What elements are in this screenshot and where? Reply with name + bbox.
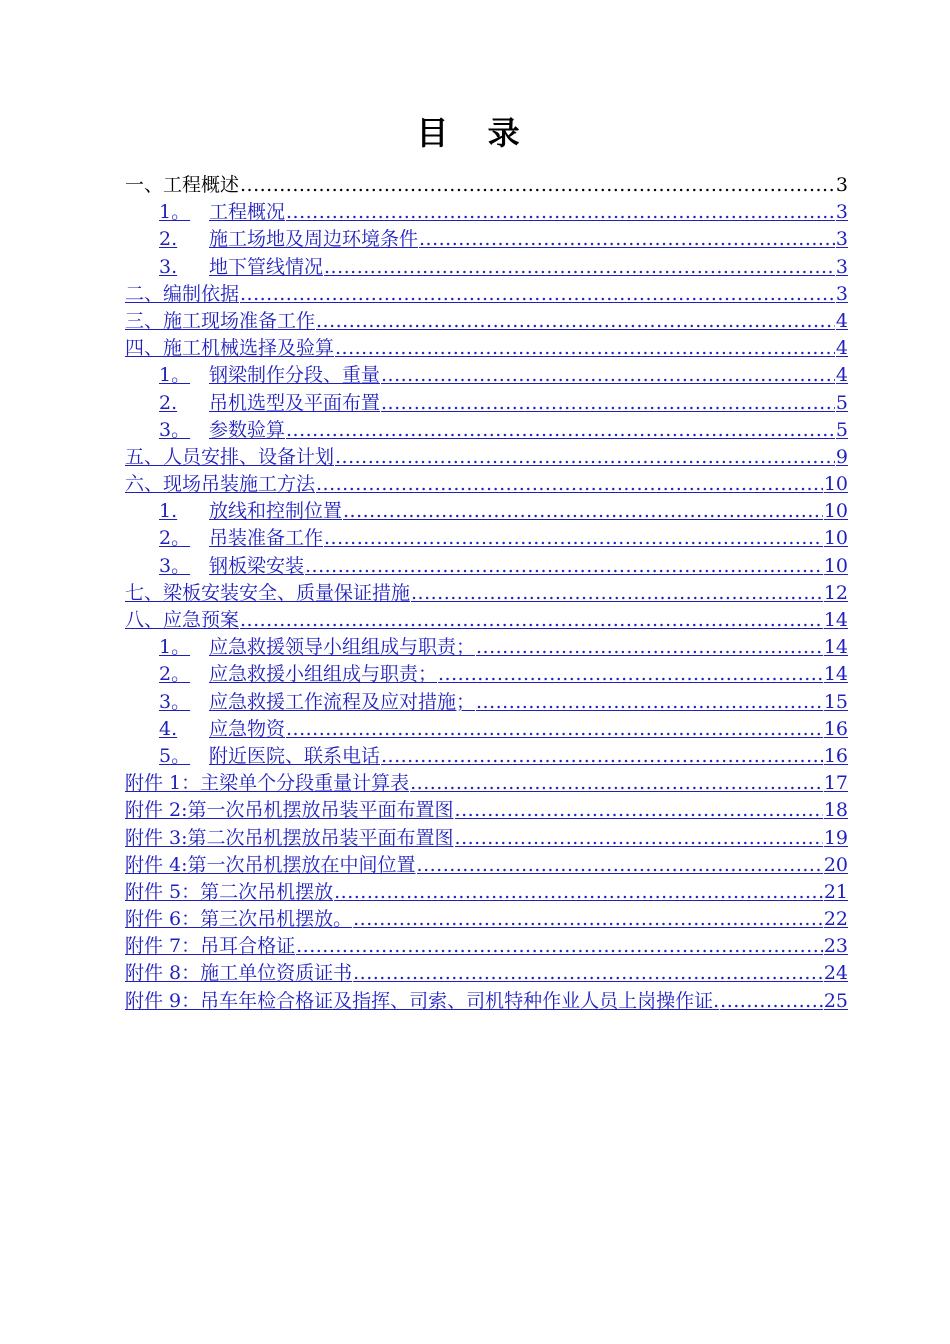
toc-entry-page: 5 — [835, 418, 848, 441]
toc-entry[interactable] — [125, 687, 848, 714]
toc-entry-link[interactable] — [159, 741, 824, 768]
toc-leader-dots — [419, 228, 835, 250]
toc-entry-link[interactable] — [159, 687, 824, 714]
toc-entry-title: 应急物资 — [209, 717, 286, 740]
toc-entry-page: 3 — [835, 201, 848, 224]
toc-entry-number: 3。 — [159, 690, 191, 713]
toc-entry-link[interactable] — [125, 605, 824, 632]
toc-leader-dots — [316, 310, 835, 332]
toc-entry-link[interactable] — [159, 252, 836, 279]
toc-entry[interactable] — [125, 442, 848, 469]
toc-entry-link[interactable] — [125, 931, 824, 958]
toc-entry-number: 1. — [159, 500, 178, 523]
toc-leader-dots — [316, 473, 823, 495]
toc-entry-link[interactable] — [159, 714, 824, 741]
toc-entry-link[interactable] — [125, 986, 824, 1013]
toc-entry-page: 4 — [835, 309, 848, 332]
toc-entry-title: 八、应急预案 — [125, 609, 240, 631]
toc-entry[interactable] — [125, 632, 848, 659]
toc-entry[interactable] — [125, 850, 848, 877]
toc-entry-page: 9 — [835, 445, 848, 468]
toc-entry-link[interactable] — [159, 551, 824, 578]
toc-entry-title: 五、人员安排、设备计划 — [125, 445, 335, 468]
toc-entry-number: 4. — [159, 717, 178, 740]
toc-title: 目 录 — [416, 114, 534, 152]
toc-entry-link[interactable] — [159, 523, 824, 550]
toc-entry-title: 附件 1：主梁单个分段重量计算表 — [125, 772, 410, 795]
toc-entry-link[interactable] — [125, 279, 836, 306]
toc-entry-link[interactable] — [125, 768, 824, 795]
toc-leader-dots — [381, 392, 835, 414]
toc-entry-number: 2。 — [159, 663, 191, 686]
toc-entry-title: 施工场地及周边环境条件 — [209, 228, 419, 251]
toc-entry-page: 25 — [823, 989, 848, 1012]
toc-entry-page: 14 — [823, 609, 848, 631]
toc-entry-number: 1。 — [159, 201, 191, 224]
toc-leader-dots — [240, 283, 835, 305]
toc-entry-link[interactable] — [125, 578, 824, 605]
toc-entry[interactable] — [125, 904, 848, 931]
toc-leader-dots — [411, 582, 823, 604]
toc-leader-dots — [335, 337, 835, 359]
toc-entry-page: 5 — [835, 391, 848, 414]
toc-leader-dots — [353, 962, 823, 984]
toc-entry[interactable] — [125, 279, 848, 306]
toc-entry-page: 16 — [823, 717, 848, 740]
toc-entry[interactable] — [125, 197, 848, 224]
toc-entry-link[interactable] — [159, 659, 824, 686]
toc-entry-link[interactable] — [125, 442, 836, 469]
toc-entry-title: 钢板梁安装 — [209, 554, 305, 577]
toc-entry[interactable] — [125, 823, 848, 850]
toc-entry-title: 地下管线情况 — [209, 255, 324, 278]
toc-entry-link[interactable] — [125, 850, 824, 877]
toc-entry-page: 3 — [835, 282, 848, 305]
toc-entry[interactable] — [125, 306, 848, 333]
toc-leader-dots — [334, 881, 823, 903]
toc-entry-page: 16 — [823, 744, 848, 767]
toc-entry-title: 吊机选型及平面布置 — [209, 391, 381, 414]
toc-entry[interactable] — [125, 523, 848, 550]
toc-entry-link[interactable] — [159, 388, 836, 415]
toc-entry-page: 14 — [823, 663, 848, 686]
toc-entry-title: 吊装准备工作 — [209, 527, 324, 550]
toc-leader-dots — [324, 527, 823, 549]
toc-entry-link[interactable] — [125, 904, 824, 931]
toc-leader-dots — [353, 908, 823, 930]
toc-entry-title: 三、施工现场准备工作 — [125, 309, 316, 332]
toc-entry-title: 附件 6：第三次吊机摆放。 — [125, 908, 353, 931]
toc-entry-title: 附件 7：吊耳合格证 — [125, 935, 296, 958]
toc-entry-link[interactable] — [159, 197, 836, 224]
toc-entry-link[interactable] — [125, 795, 824, 822]
toc-entry-link[interactable] — [125, 877, 824, 904]
toc-entry-page: 18 — [823, 799, 848, 822]
toc-entry[interactable] — [125, 496, 848, 523]
toc-entry-link[interactable] — [159, 632, 824, 659]
toc-entry-title: 附件 9：吊车年检合格证及指挥、司索、司机特种作业人员上岗操作证. — [125, 989, 720, 1012]
toc-entry-link[interactable] — [125, 469, 824, 496]
toc-entry-number: 5。 — [159, 744, 191, 767]
toc-leader-dots — [410, 772, 823, 794]
toc-leader-dots — [720, 990, 823, 1012]
toc-leader-dots — [343, 500, 823, 522]
toc-entry-page: 10 — [823, 527, 848, 550]
toc-entry[interactable] — [125, 768, 848, 795]
toc-entry-link[interactable] — [125, 823, 824, 850]
toc-entry-title: 附件 8：施工单位资质证书 — [125, 962, 353, 985]
toc-entry-page: 10 — [823, 473, 848, 496]
toc-entry-page: 23 — [823, 935, 848, 958]
toc-entry[interactable] — [125, 714, 848, 741]
toc-entry-page: 4 — [835, 364, 848, 387]
toc-entry-page: 17 — [823, 772, 848, 795]
toc-entry-title: 六、现场吊装施工方法 — [125, 473, 316, 496]
toc-entry-title: 附近医院、联系电话 — [209, 744, 381, 767]
toc-entry[interactable] — [125, 578, 848, 605]
toc-entry-link — [125, 170, 836, 197]
toc-entry-page: 14 — [823, 636, 848, 659]
toc-entry-title: 附件 2:第一次吊机摆放吊装平面布置图 — [125, 799, 454, 822]
toc-entry[interactable] — [125, 741, 848, 768]
toc-entry-number: 3. — [159, 255, 178, 278]
toc-entry[interactable] — [125, 877, 848, 904]
toc-entry-title: 钢梁制作分段、重量 — [209, 364, 381, 387]
toc-entry-number: 1。 — [159, 636, 191, 659]
toc-leader-dots — [381, 364, 835, 386]
toc-entry-number: 3。 — [159, 418, 191, 441]
toc-entry-page: 3 — [835, 228, 848, 251]
toc-entry[interactable] — [125, 224, 848, 251]
toc-entry[interactable] — [125, 958, 848, 985]
toc-entry-title: 应急救援小组组成与职责； — [209, 663, 438, 686]
toc-entry[interactable] — [125, 605, 848, 632]
toc-entry[interactable] — [125, 252, 848, 279]
toc-entry-number: 1。 — [159, 364, 191, 387]
toc-entry[interactable] — [125, 388, 848, 415]
toc-entry-number: 2。 — [159, 527, 191, 550]
toc-entry-title: 一、工程概述 — [125, 174, 240, 196]
toc-entry-page: 24 — [823, 962, 848, 985]
toc-entry-page: 19 — [823, 826, 848, 849]
toc-entry-page: 12 — [823, 581, 848, 604]
toc-leader-dots — [438, 663, 823, 685]
toc-entry-title: 七、梁板安装安全、质量保证措施 — [125, 581, 411, 604]
toc-entry-page: 15 — [823, 690, 848, 713]
toc-entry[interactable] — [125, 795, 848, 822]
toc-leader-dots — [455, 799, 823, 821]
toc-leader-dots — [381, 745, 823, 767]
toc-entry[interactable] — [125, 360, 848, 387]
toc-entry-number: 2. — [159, 228, 178, 251]
toc-leader-dots — [286, 201, 835, 223]
table-of-contents — [125, 170, 848, 1013]
toc-leader-dots — [417, 854, 823, 876]
toc-entry[interactable] — [125, 415, 848, 442]
toc-entry-title: 工程概况 — [209, 201, 286, 224]
toc-entry-title: 应急救援工作流程及应对措施； — [209, 690, 476, 713]
toc-leader-dots — [324, 256, 835, 278]
toc-entry-page: 21 — [823, 880, 848, 903]
toc-entry-link[interactable] — [159, 496, 824, 523]
toc-entry-page: 10 — [823, 554, 848, 577]
toc-entry[interactable] — [125, 333, 848, 360]
toc-entry-title: 附件 4:第一次吊机摆放在中间位置 — [125, 853, 416, 876]
toc-entry[interactable] — [125, 659, 848, 686]
toc-leader-dots — [476, 636, 823, 658]
toc-entry-title: 放线和控制位置 — [209, 500, 343, 523]
toc-entry-page: 4 — [835, 337, 848, 360]
toc-entry-link[interactable] — [159, 360, 836, 387]
toc-leader-dots — [476, 691, 823, 713]
toc-entry-link[interactable] — [159, 415, 836, 442]
toc-leader-dots — [286, 718, 823, 740]
toc-entry-link[interactable] — [125, 333, 836, 360]
toc-entry[interactable] — [125, 469, 848, 496]
toc-entry-title: 二、编制依据 — [125, 282, 240, 305]
toc-leader-dots — [305, 555, 823, 577]
toc-entry-page: 3 — [835, 174, 848, 196]
toc-entry-number: 2. — [159, 391, 178, 414]
toc-entry-link[interactable] — [125, 958, 824, 985]
toc-entry-link[interactable] — [125, 306, 836, 333]
toc-entry[interactable] — [125, 931, 848, 958]
toc-entry-page: 3 — [835, 255, 848, 278]
toc-leader-dots — [296, 935, 823, 957]
toc-entry-title: 附件 3:第二次吊机摆放吊装平面布置图 — [125, 826, 454, 849]
toc-entry-page: 20 — [823, 853, 848, 876]
toc-leader-dots — [240, 609, 823, 631]
toc-entry-number: 3。 — [159, 554, 191, 577]
toc-entry-title: 参数验算 — [209, 418, 286, 441]
toc-entry[interactable] — [125, 986, 848, 1013]
toc-entry — [125, 170, 848, 197]
toc-entry-title: 应急救援领导小组组成与职责； — [209, 636, 476, 659]
toc-entry-page: 22 — [823, 908, 848, 931]
toc-leader-dots — [335, 446, 835, 468]
toc-entry-title: 四、施工机械选择及验算 — [125, 337, 335, 360]
toc-leader-dots — [455, 827, 823, 849]
toc-entry[interactable] — [125, 551, 848, 578]
toc-leader-dots — [240, 174, 835, 196]
toc-leader-dots — [286, 419, 835, 441]
toc-entry-page: 10 — [823, 500, 848, 523]
toc-entry-link[interactable] — [159, 224, 836, 251]
toc-entry-title: 附件 5：第二次吊机摆放 — [125, 880, 334, 903]
